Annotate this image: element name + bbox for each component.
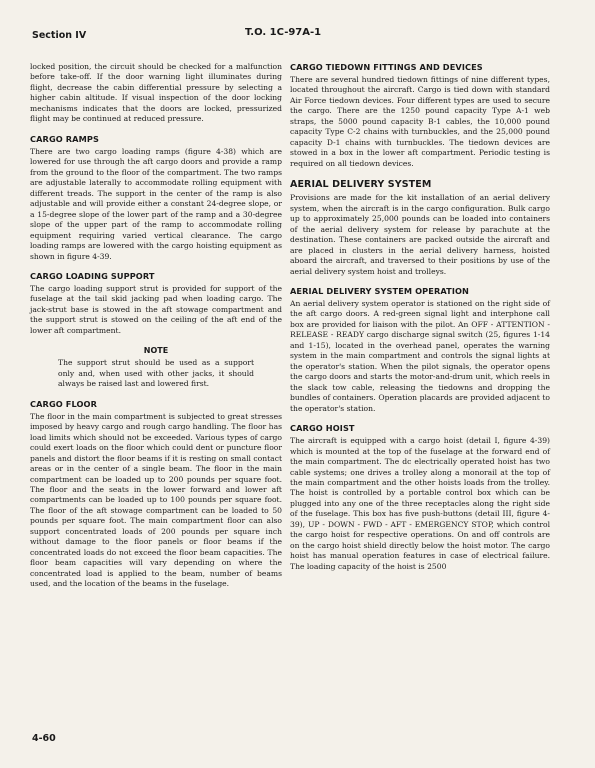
left-column	[30, 62, 282, 590]
cargo-hoist-paragraph: The aircraft is equipped with a cargo hoist (detail I, figure 4-39) which is mounted at the top of the fuselage at the forward end of the main compartment. The dc electrically operated hoist has two cable systems; one drives a trolley along a monorail at the top of the main compartment and the other hoists loads from the trolley. The hoist is controlled by a portable control box which can be plugged into any one of the three receptacles along the right side of the fuselage. This box has five push-buttons (detail III, figure 4-39), UP - DOWN - FWD - AFT - EMERGENCY STOP, which control the cargo hoist for respective operations. On and off controls are on the cargo hoist shield directly below the hoist motor. The cargo hoist has manual operation features in case of electrical failure. The loading capacity of the hoist is 2500	[290, 436, 550, 571]
aerial-delivery-operation-paragraph: An aerial delivery system operator is stationed on the right side of the aft cargo doors. A red-green signal light and interphone call box are provided for liaison with the pilot. An OFF - ATTENTION - RELEASE - READY cargo discharge signal switch (25, figures 1-14 and 1-15), located in the overhead panel, operates the warning system in the main compartment and controls the signal lights at the operator's station. When the pilot signals, the operator opens the cargo doors and starts the motor-and-drum unit, which reels in the slack tow cable, releasing the tiedowns and dropping the bundles of containers. Operation placards are provided adjacent to the operator's station.	[290, 298, 550, 413]
intro-paragraph: locked position, the circuit should be checked for a malfunction before take-off. If the door warning light illuminates during flight, decrease the cabin differential pressure by selecting a higher cabin altitude. If visual inspection of the door locking mechanisms indicates that the doors are locked, pressurized flight may be continued at reduced pressure.	[30, 62, 282, 124]
tiedown-paragraph: There are several hundred tiedown fittings of nine different types, located throughout the aircraft. Cargo is tied down with standard Air Force tiedown devices. Four different types are used to secure the cargo. There are the 1250 pound capacity Type A-1 web straps, the 5000 pound capacity B-1 cables, the 10,000 pound capacity Type C-2 chains with turnbuckles, and the 25,000 pound capacity D-1 chains with turnbuckles. The tiedown devices are stowed in a box in the lower aft compartment. Periodic testing is required on all tiedown devices.	[290, 75, 550, 168]
cargo-loading-support-heading: CARGO LOADING SUPPORT	[30, 270, 155, 281]
cargo-floor-paragraph: The floor in the main compartment is subjected to great stresses imposed by heavy cargo and rough cargo handling. The floor has load limits which should not be exceeded. Various types of cargo could exert loads on the floor which could dent or puncture floor panels and distort the floor beams if it is resting on small contact areas or in the center of a single beam. The floor in the main compartment can be loaded up to 200 pounds per square foot. The floor and the seats in the lower forward and lower aft compartments can be loaded up to 100 pounds per square foot. The floor of the aft stowage compartment can be loaded to 50 pounds per square foot. The main compartment floor can also support concentrated loads of 200 pounds per square inch without damage to the floor panels or floor beams if the concentrated loads do not exceed the floor beam capacities. The floor beam capacities will vary depending on where the concentrated load is applied to the beam, number of beams used, and the location of the beams in the fuselage.	[30, 411, 282, 589]
right-column	[290, 62, 550, 572]
cargo-ramps-heading: CARGO RAMPS	[30, 133, 99, 144]
cargo-ramps-paragraph: There are two cargo loading ramps (figure 4-38) which are lowered for use through the aft cargo doors and provide a ramp from the ground to the floor of the compartment. The two ramps are adjustable laterally to accommodate rolling equipment with different treads. The support in the center of the ramp is also adjustable and will provide either a constant 24-degree slope, or a 15-degree slope of the lower part of the ramp and a 30-degree slope of the upper part of the ramp to accommodate rolling equipment requiring varied vertical clearance. The cargo loading ramps are lowered with the cargo hoisting equipment as shown in figure 4-39.	[30, 146, 282, 261]
section-label: Section IV	[32, 30, 87, 41]
cargo-loading-support-paragraph: The cargo loading support strut is provided for support of the fuselage at the tail skid jacking pad when loading cargo. The jack-strut base is stowed in the aft stowage compartment and the support strut is stowed on the ceiling of the aft end of the lower aft compartment.	[30, 283, 282, 335]
aerial-delivery-heading: AERIAL DELIVERY SYSTEM	[290, 179, 432, 191]
cargo-hoist-heading: CARGO HOIST	[290, 423, 355, 434]
aerial-delivery-operation-heading: AERIAL DELIVERY SYSTEM OPERATION	[290, 285, 470, 296]
aerial-delivery-paragraph: Provisions are made for the kit installation of an aerial delivery system, when the aircraft is in the cargo configuration. Bulk cargo up to approximately 25,000 pounds can be loaded into containers of the aerial delivery system for release by parachute at the destination. These containers are packed outside the aircraft and are placed in clusters in the aerial delivery harness, hoisted aboard the aircraft, and traversed to their positions by use of the aerial delivery system hoist and trolleys.	[290, 193, 550, 276]
tiedown-heading: CARGO TIEDOWN FITTINGS AND DEVICES	[290, 62, 483, 72]
note-title: NOTE	[143, 346, 169, 356]
cargo-floor-heading: CARGO FLOOR	[30, 398, 98, 409]
page-number: 4-60	[32, 733, 56, 744]
document-id: T.O. 1C-97A-1	[245, 27, 322, 38]
note-body: The support strut should be used as a support only and, when used with other jacks, it should always be raised last and lowered first.	[58, 358, 254, 389]
